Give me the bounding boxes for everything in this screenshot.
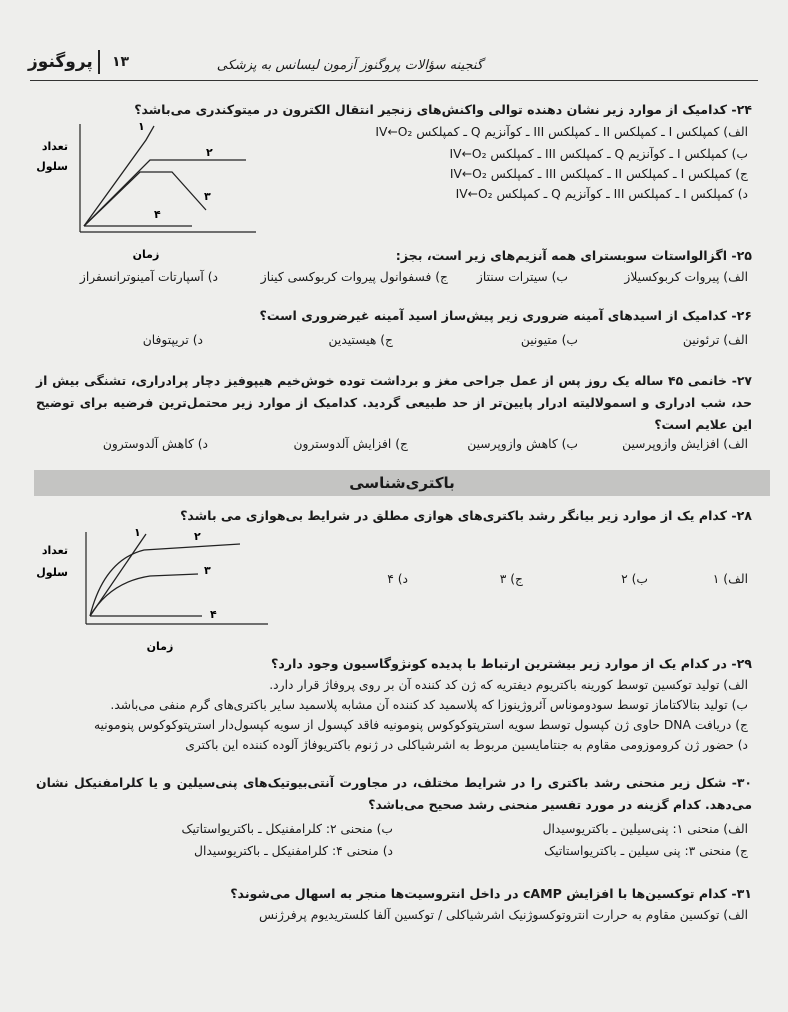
q27-option-c[interactable]: ج) افزایش آلدوسترون xyxy=(293,437,408,451)
q30-option-d[interactable]: د) منحنی ۴: کلرامفنیکل ـ باکتریوسیدال xyxy=(194,844,393,858)
graph2-label-3: ۳ xyxy=(204,564,211,577)
graph1-label-2: ۲ xyxy=(206,146,213,159)
header-rule xyxy=(30,80,758,81)
graph1-xlabel: زمان xyxy=(132,248,160,261)
graph-1 xyxy=(34,112,264,262)
q31-stem: ۳۱- کدام توکسین‌ها با افزایش cAMP در داخل انتروسیت‌ها منجر به اسهال می‌شوند؟ xyxy=(230,886,752,901)
q28-stem: ۲۸- کدام یک از موارد زیر بیانگر رشد باکتری‌های هوازی مطلق در شرایط بی‌هوازی می باشد؟ xyxy=(180,508,752,523)
q26-option-d[interactable]: د) تریپتوفان xyxy=(142,333,203,347)
graph2-label-2: ۲ xyxy=(194,530,201,543)
q28-option-c[interactable]: ج) ۳ xyxy=(499,572,523,586)
graph2-curve-2 xyxy=(90,544,240,616)
q30-option-c[interactable]: ج) منحنی ۳: پنی سیلین ـ باکتریواستاتیک xyxy=(544,844,748,858)
graph2-curve-3 xyxy=(90,574,198,616)
q31-option-a[interactable]: الف) توکسین مقاوم به حرارت انتروتوکسوژنیک اشرشیاکلی / توکسین آلفا کلستریدیوم پرفرژنس xyxy=(258,908,748,922)
graph2-ylabel-1: تعداد xyxy=(41,544,68,557)
q26-option-c[interactable]: ج) هیستیدین xyxy=(328,333,393,347)
q27-stem: ۲۷- خانمی ۴۵ ساله یک روز پس از عمل جراحی مغز و برداشت توده خوش‌خیم هیپوفیز دچار پرادراری، تشنگی بیش از حد، شب ادراری و اسمولالیته ادرار پایین‌تر از حد طبیعی گردید. کدامیک از موارد زیر محتمل‌ترین فرضیه برای توضیح این علایم است؟ xyxy=(36,373,752,432)
q24-option-a[interactable]: الف) کمپلکس I ـ کمپلکس II ـ کمپلکس III ـ کوآنزیم Q ـ کمپلکس IV←O₂ xyxy=(375,125,748,139)
q27-option-b[interactable]: ب) کاهش وازوپرسین xyxy=(467,437,578,451)
q26-stem: ۲۶- کدامیک از اسیدهای آمینه ضروری زیر پیش‌ساز اسید آمینه غیرضروری است؟ xyxy=(259,308,752,323)
q24-option-b[interactable]: ب) کمپلکس I ـ کوآنزیم Q ـ کمپلکس III ـ کمپلکس IV←O₂ xyxy=(449,147,748,161)
q29-option-a[interactable]: الف) تولید توکسین توسط کورینه باکتریوم دیفتریه که ژن کد کننده آن بر روی پروفاژ قرار دارد. xyxy=(269,678,748,692)
q25-option-a[interactable]: الف) پیروات کربوکسیلاز xyxy=(624,270,748,284)
q28-option-b[interactable]: ب) ۲ xyxy=(621,572,648,586)
q28-option-d[interactable]: د) ۴ xyxy=(387,572,408,586)
q30-option-b[interactable]: ب) منحنی ۲: کلرامفنیکل ـ باکتریواستاتیک xyxy=(181,822,393,836)
q25-stem: ۲۵- اگزالواستات سوبسترای همه آنزیم‌های زیر است، بجز: xyxy=(395,248,752,263)
q28-option-a[interactable]: الف) ۱ xyxy=(712,572,748,586)
q26-option-b[interactable]: ب) متیونین xyxy=(520,333,578,347)
graph2-label-1: ۱ xyxy=(134,526,141,539)
q27-option-a[interactable]: الف) افزایش وازوپرسین xyxy=(622,437,748,451)
q24-stem: ۲۴- کدامیک از موارد زیر نشان دهنده توالی واکنش‌های زنجیر انتقال الکترون در میتوکندری می‌باشد؟ xyxy=(134,102,752,117)
q29-option-b[interactable]: ب) تولید بتالاکتاماز توسط سودوموناس آئروژینوزا که پلاسمید کد کننده آن مشابه پلاسمید سایر باکتری‌های گرم منفی می‌باشد. xyxy=(110,698,748,712)
q29-stem: ۲۹- در کدام یک از موارد زیر بیشترین ارتباط با پدیده کونژوگاسیون وجود دارد؟ xyxy=(271,656,752,671)
q24-option-d[interactable]: د) کمپلکس I ـ کمپلکس III ـ کوآنزیم Q ـ کمپلکس IV←O₂ xyxy=(455,187,748,201)
book-title: گنجینه سؤالات پروگنوز آزمون لیسانس به پزشکی xyxy=(216,58,483,73)
graph2-xlabel: زمان xyxy=(146,640,174,653)
q26-option-a[interactable]: الف) ترئونین xyxy=(682,333,748,347)
graph1-ylabel-2: سلول xyxy=(36,160,68,173)
graph2-label-4: ۴ xyxy=(210,608,217,621)
q30-option-a[interactable]: الف) منحنی ۱: پنی‌سیلین ـ باکتریوسیدال xyxy=(542,822,748,836)
graph1-label-4: ۴ xyxy=(154,208,161,221)
q27-option-d[interactable]: د) کاهش آلدوسترون xyxy=(102,437,208,451)
q25-option-c[interactable]: ج) فسفوانول پیروات کربوکسی کیناز xyxy=(260,270,448,284)
graph1-curve-1 xyxy=(84,126,154,226)
brand-title: پروگنوز xyxy=(28,52,93,72)
q29-option-c[interactable]: ج) دریافت DNA حاوی ژن کپسول توسط سویه استرپتوکوکوس پنومونیه فاقد کپسول از سویه کپسول‌دار استرپتوکوکوس پنومونیه xyxy=(93,718,748,732)
section-title-bacteriology: باکتری‌شناسی xyxy=(34,470,770,496)
page-number: ۱۳ xyxy=(112,54,130,70)
q24-option-c[interactable]: ج) کمپلکس I ـ کمپلکس II ـ کمپلکس III ـ کمپلکس IV←O₂ xyxy=(449,167,748,181)
header-separator xyxy=(98,50,100,74)
graph1-curve-3 xyxy=(84,172,206,226)
graph2-ylabel-2: سلول xyxy=(36,566,68,579)
graph1-ylabel-1: تعداد xyxy=(41,140,68,153)
q29-option-d[interactable]: د) حضور ژن کروموزومی مقاوم به جنتامایسین مربوط به اشرشیاکلی در ژنوم باکتریوفاژ آلوده کننده این باکتری xyxy=(185,738,748,752)
q25-option-b[interactable]: ب) سیترات سنتاز xyxy=(476,270,568,284)
q25-option-d[interactable]: د) آسپارتات آمینوترانسفراز xyxy=(79,270,218,284)
graph1-label-3: ۳ xyxy=(204,190,211,203)
graph1-label-1: ۱ xyxy=(138,120,145,133)
graph-2 xyxy=(34,526,274,656)
q30-stem: ۳۰- شکل زیر منحنی رشد باکتری را در شرایط مختلف، در مجاورت آنتی‌بیوتیک‌های پنی‌سیلین و یا کلرامفنیکل نشان می‌دهد. کدام گزینه در مورد تفسیر منحنی رشد صحیح می‌باشد؟ xyxy=(36,775,752,812)
